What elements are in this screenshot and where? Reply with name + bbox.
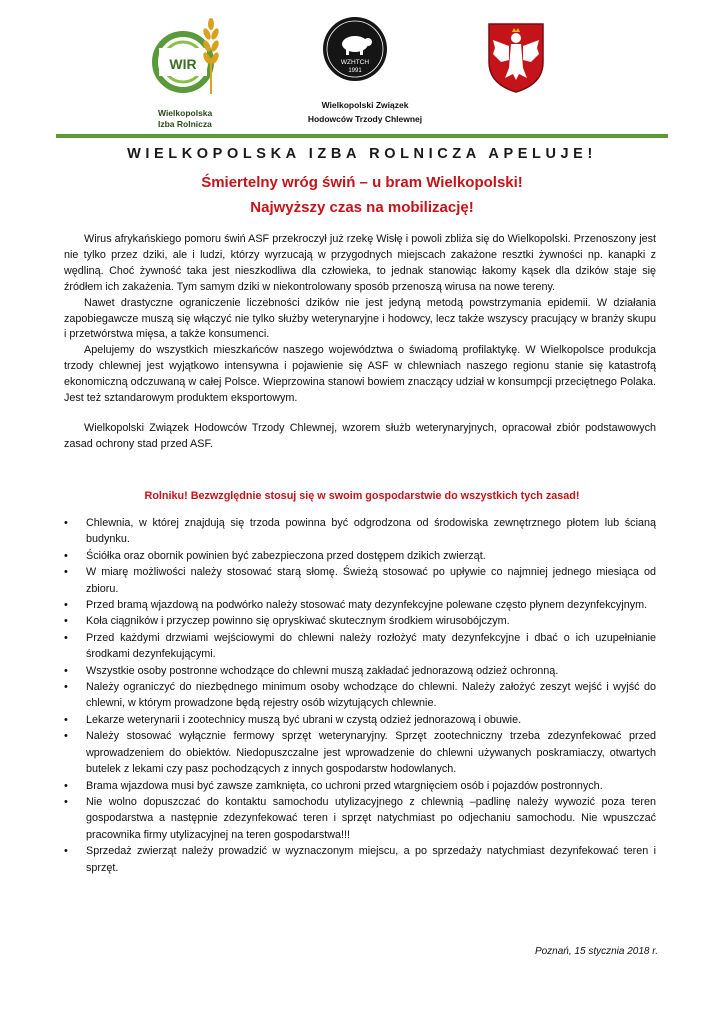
rules-list [64, 515, 656, 876]
wzhtch-caption-line-2: Hodowców Trzody Chlewnej [307, 114, 423, 124]
white-eagle-coat-of-arms-icon [487, 22, 545, 94]
pig-logo-text: WZHTCH [340, 59, 370, 66]
list-item-text: Nie wolno dopuszczać do kontaktu samochodu utylizacyjnego z chlewnią –padlinę należy wywozić poza teren gospodarstwa a następnie zdezynfekować teren i sprzęt natychmiast po odjechaniu samochodu. Nie wpuszczać pracownika firmy utylizacyjnej na teren gospodarstwa!!! [86, 795, 656, 841]
list-item [64, 712, 656, 728]
list-item-text: Ściółka oraz obornik powinien być zabezpieczona przed dostępem dzikich zwierząt. [86, 549, 486, 562]
list-item-text: Należy stosować wyłącznie fermowy sprzęt weterynaryjny. Sprzęt zootechniczny trzeba zdezynfekować przed wprowadzeniem do obiektów. Niedopuszczalne jest wprowadzenie do chlewni używanych poskramiaczy, otwartych butelek z lekami czy pasz pochodzących z innych gospodarstw hodowlanych. [86, 730, 656, 776]
bullet-icon: • [64, 681, 68, 694]
wir-caption-line-2: Izba Rolnicza [158, 119, 212, 129]
document-subtitle-1: Śmiertelny wróg świń – u bram Wielkopolski! [201, 174, 523, 191]
list-item-text: Chlewnia, w której znajdują się trzoda powinna być odgrodzona od środowiska zewnętrznego płotem lub ścianą budynku. [86, 517, 656, 546]
list-item [64, 794, 656, 843]
list-item [64, 843, 656, 876]
paragraph: Wielkopolski Związek Hodowców Trzody Chlewnej, wzorem służb weterynaryjnych, opracował zbiór podstawowych zasad ochrony stad przed ASF. [64, 421, 656, 450]
list-item-text: Koła ciągników i przyczep powinno się opryskiwać skutecznym środkiem wirusobójczym. [86, 615, 510, 628]
bullet-icon: • [64, 779, 68, 792]
bullet-icon: • [64, 517, 68, 529]
list-item [64, 630, 656, 663]
paragraph: Apelujemy do wszystkich mieszkańców naszego województwa o świadomą profilaktykę. W Wielkopolsce produkcja trzody chlewnej jest wyjątkowo intensywna i pojawienie się ASF w chlewniach naszego regionu stanie się katastrofą ekonomiczną odczuwaną w całej Polsce. Wieprzowina stanowi bowiem znaczący udział w konsumpcji przeciętnego Polaka. Jest też sztandarowym produktem eksportowym. [64, 344, 656, 405]
paragraph: Nawet drastyczne ograniczenie liczebności dzików nie jest jedyną metodą powstrzymania epidemii. W działania zapobiegawcze muszą się włączyć nie tylko służby weterynaryjne i hodowcy, lecz także wszyscy pracujący w branży skupu i przetwórstwa mięsa, a także konsumenci. [64, 296, 656, 341]
bullet-icon: • [64, 549, 68, 562]
pig-seal-logo-icon [322, 16, 388, 82]
list-item-text: Przed każdymi drzwiami wejściowymi do chlewni należy rozłożyć maty dezynfekcyjne i dbać o ich uzupełnianie środkami dezynfekującymi. [86, 631, 656, 661]
list-item [64, 728, 656, 777]
bullet-icon: • [64, 664, 68, 677]
list-item [64, 679, 656, 712]
list-item-text: Brama wjazdowa musi być zawsze zamknięta, co uchroni przed wtargnięciem osób i pojazdów postronnych. [86, 779, 603, 792]
wzhtch-caption-line-1: Wielkopolski Związek [321, 100, 409, 110]
document-date: Poznań, 15 stycznia 2018 r. [534, 946, 658, 957]
list-item-text: Wszystkie osoby postronne wchodzące do chlewni muszą zakładać jednorazową odzież ochronną. [86, 664, 559, 677]
list-item-text: Lekarze weterynarii i zootechnicy muszą być ubrani w czystą odzież jednorazową i obuwie. [86, 713, 522, 726]
document-body [64, 232, 656, 453]
list-item [64, 597, 656, 613]
bullet-icon: • [64, 730, 68, 743]
green-divider [56, 134, 668, 138]
bullet-icon: • [64, 713, 68, 726]
document-subtitle-2: Najwyższy czas na mobilizację! [250, 199, 474, 216]
call-to-action: Rolniku! Bezwzględnie stosuj się w swoim gospodarstwie do wszystkich tych zasad! [144, 490, 580, 502]
logo-header [0, 8, 724, 136]
wir-caption-line-1: Wielkopolska [158, 108, 213, 118]
wir-logo-text: WIR [169, 56, 197, 72]
list-item-text: W miarę możliwości należy stosować starą słomę. Świeżą stosować po upływie co najmniej jednego miesiąca od zbioru. [86, 566, 656, 595]
pig-logo-year: 1991 [348, 68, 362, 74]
list-item [64, 778, 656, 794]
document-title: WIELKOPOLSKA IZBA ROLNICZA APELUJE! [127, 146, 597, 162]
bullet-icon: • [64, 599, 68, 612]
list-item [64, 663, 656, 679]
bullet-icon: • [64, 795, 68, 808]
bullet-icon: • [64, 615, 68, 628]
bullet-icon: • [64, 631, 68, 644]
list-item [64, 564, 656, 597]
list-item-text: Przed bramą wjazdową na podwórko należy stosować maty dezynfekcyjne polewane często płynem dezynfekcyjnym. [86, 599, 648, 612]
wir-logo-caption [158, 108, 212, 130]
list-item-text: Sprzedaż zwierząt należy prowadzić w wyznaczonym miejscu, a po sprzedaży natychmiast dezynfekować teren i sprzęt. [86, 845, 656, 874]
list-item-text: Należy ograniczyć do niezbędnego minimum osoby wchodzące do chlewni. Należy założyć zeszyt wejść i wyjść do chlewni, w którym prowadzone będą rejestry osób wizytujących chlewnie. [86, 681, 656, 710]
paragraph: Wirus afrykańskiego pomoru świń ASF przekroczył już rzekę Wisłę i powoli zbliża się do Wielkopolski. Przenoszony jest nie tylko przez dziki, ale i ludzi, którzy wyrzucają w przygodnych miejscach zakażone resztki żywności np. kanapki z wędliną. Choć żywność taka jest nieszkodliwa dla człowieka, to jednak stanowiąc łakomy kąsek dla dzików staje się źródłem ich zakażenia. Tym samym dziki w niekontrolowany sposób przenoszą wirusa na nowe tereny. [64, 233, 656, 293]
list-item [64, 613, 656, 629]
list-item [64, 548, 656, 564]
list-item [64, 515, 656, 548]
bullet-icon: • [64, 566, 68, 579]
bullet-icon: • [64, 845, 68, 858]
wir-wheat-logo-icon [145, 14, 235, 104]
wzhtch-logo-caption [290, 98, 440, 126]
